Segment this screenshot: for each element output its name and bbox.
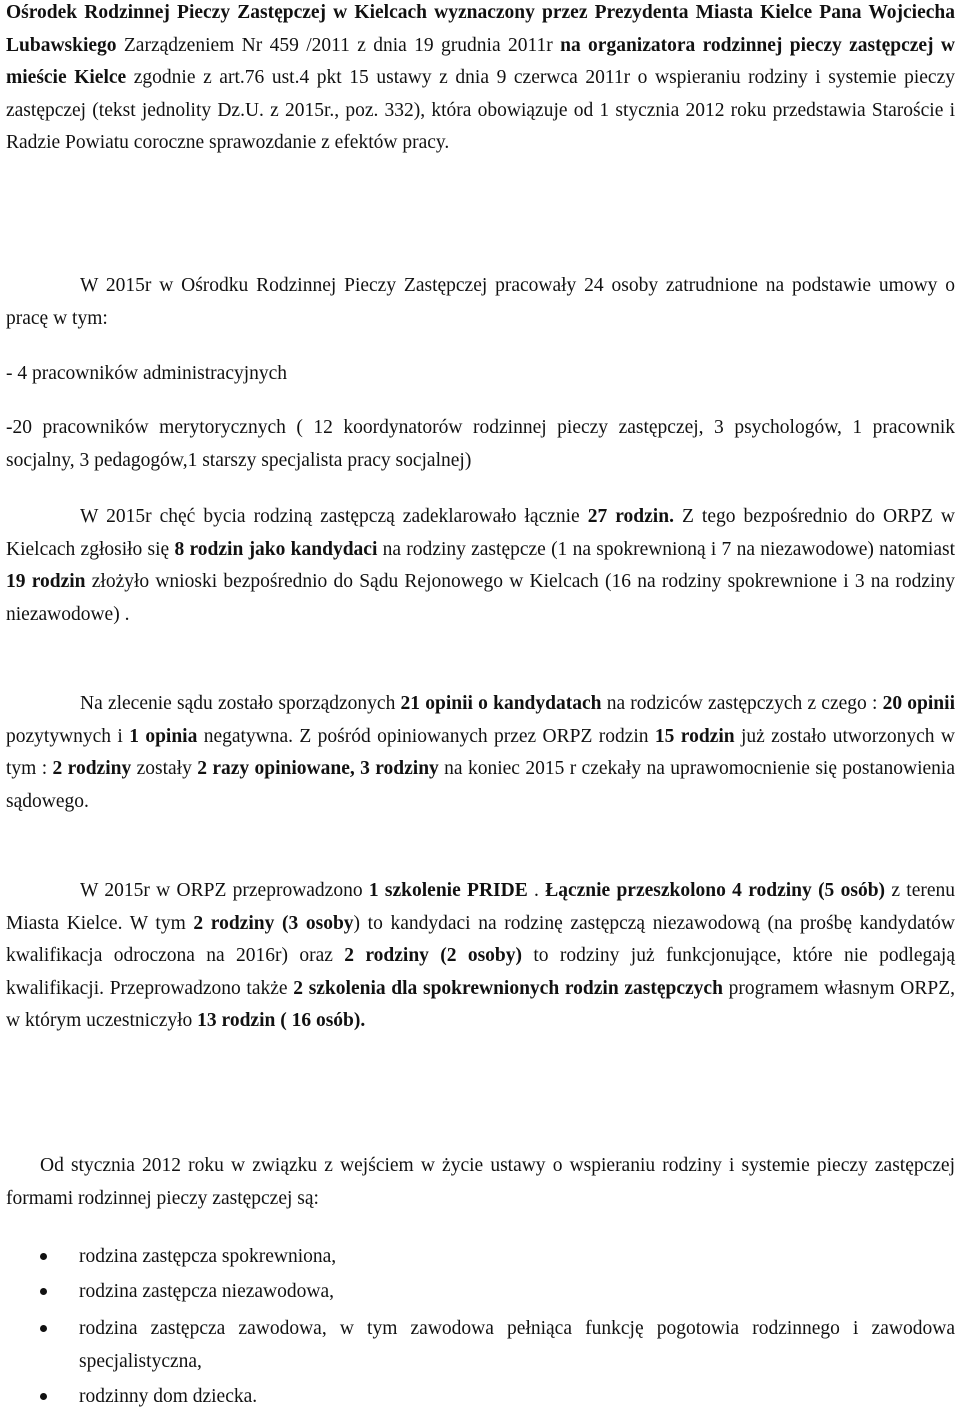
para5-run: 8 rodzin jako kandydaci [174, 538, 378, 560]
staff-paragraph: W 2015r w Ośrodku Rodzinnej Pieczy Zastępczej pracowały 24 osoby zatrudnione na podstawie umowy o pracę w tym: [6, 275, 955, 329]
para7-run: 13 rodzin ( 16 osób). [197, 1010, 366, 1031]
para5-run: W 2015r chęć bycia rodziną zastępczą zadeklarowało łącznie [80, 506, 588, 527]
para6-run: 21 opinii o kandydatach [400, 693, 602, 714]
para7-run: 2 rodziny (3 osoby [193, 912, 354, 934]
para7-run: Łącznie przeszkolono 4 rodziny (5 osób) [545, 880, 886, 901]
para6-run: 15 rodzin [654, 725, 735, 747]
para7-run: . [527, 880, 546, 901]
list-item: rodzinny dom dziecka. [6, 1380, 955, 1413]
list-item: rodzina zastępcza zawodowa, w tym zawodowa pełniąca funkcję pogotowia rodzinnego i zawodowa specjalistyczna, [6, 1312, 955, 1378]
training-paragraph [6, 875, 955, 1038]
substantive-staff-line: -20 pracowników merytorycznych ( 12 koordynatorów rodzinnej pieczy zastępczej, 3 psychologów, 1 pracownik socjalny, 3 pedagogów,1 starszy specjalista pracy socjalnej) [6, 417, 955, 471]
para5-run: Z tego bezpośrednio do ORPZ w Kielcach zgłosiło się [6, 506, 955, 560]
para6-run: na rodziców zastępczych z czego : [601, 693, 883, 714]
opinions-paragraph [6, 688, 955, 818]
para6-run: pozytywnych i [6, 725, 130, 747]
para7-run: 2 rodziny (2 osoby) [344, 945, 523, 966]
para7-run: 2 szkolenia dla spokrewnionych rodzin zastępczych [293, 977, 723, 999]
candidates-paragraph [6, 501, 955, 631]
para7-run: ) to kandydaci na rodzinę zastępczą niezawodową (na prośbę kandydatów kwalifikacja odroczona na 2016r) oraz [6, 912, 955, 966]
para6-run: 20 opinii [882, 693, 955, 714]
para1-run: Ośrodek Rodzinnej Pieczy Zastępczej w Kielcach wyznaczony przez Prezydenta Miasta Kielce Pana Wojciecha Lubawskiego [6, 2, 955, 56]
para6-run: na koniec 2015 r czekały na uprawomocnienie się postanowienia sądowego. [6, 758, 955, 812]
para5-run: 19 rodzin [6, 571, 86, 592]
para7-run: programem własnym ORPZ, w którym uczestniczyło [6, 977, 955, 1031]
intro-paragraph [6, 0, 955, 160]
para6-run: 2 rodziny [52, 758, 132, 779]
list-item: rodzina zastępcza niezawodowa, [6, 1275, 955, 1308]
para7-run: 1 szkolenie PRIDE [368, 880, 528, 901]
para7-run: to rodziny już funkcjonujące, które nie podlegają kwalifikacji. Przeprowadzono także [6, 945, 955, 999]
para5-run: na rodziny zastępcze (1 na spokrewnioną i 7 na niezawodowe) natomiast [377, 538, 956, 560]
list-item: rodzina zastępcza spokrewniona, [6, 1240, 955, 1273]
para1-run: zgodnie z art.76 ust.4 pkt 15 ustawy z dnia 9 czerwca 2011r o wspieraniu rodziny i systemie pieczy zastępczej (tekst jednolity Dz.U. z 2015r., poz. 332), która obowiązuje od 1 stycznia 2012 roku przedstawia Staroście i Radzie Powiatu coroczne sprawozdanie z efektów pracy. [6, 67, 955, 153]
para6-run: Na zlecenie sądu zostało sporządzonych [80, 693, 401, 714]
para6-run: już zostało utworzonych w tym : [6, 725, 955, 779]
para5-run: 27 rodzin. [587, 506, 674, 527]
para5-run: złożyło wnioski bezpośrednio do Sądu Rejonowego w Kielcach (16 na rodziny spokrewnione i 3 na rodziny niezawodowe) . [6, 571, 955, 625]
para6-run: negatywna. Z pośród opiniowanych przez ORPZ rodzin [197, 725, 655, 747]
para6-run: zostały [131, 758, 198, 779]
para1-run: na organizatora rodzinnej pieczy zastępczej w mieście Kielce [6, 34, 955, 88]
para7-run: z terenu Miasta Kielce. W tym [6, 880, 955, 934]
para6-run: 2 razy opiniowane, 3 rodziny [197, 758, 439, 779]
para7-run: W 2015r w ORPZ przeprowadzono [80, 880, 369, 901]
para1-run: Zarządzeniem Nr 459 /2011 z dnia 19 grudnia 2011r [116, 34, 561, 56]
admin-staff-line: - 4 pracowników administracyjnych [6, 363, 288, 384]
forms-list [6, 1240, 955, 1413]
para6-run: 1 opinia [129, 725, 198, 747]
forms-intro-paragraph: Od stycznia 2012 roku w związku z wejściem w życie ustawy o wspieraniu rodziny i systemie pieczy zastępczej formami rodzinnej pieczy zastępczej są: [6, 1155, 955, 1209]
